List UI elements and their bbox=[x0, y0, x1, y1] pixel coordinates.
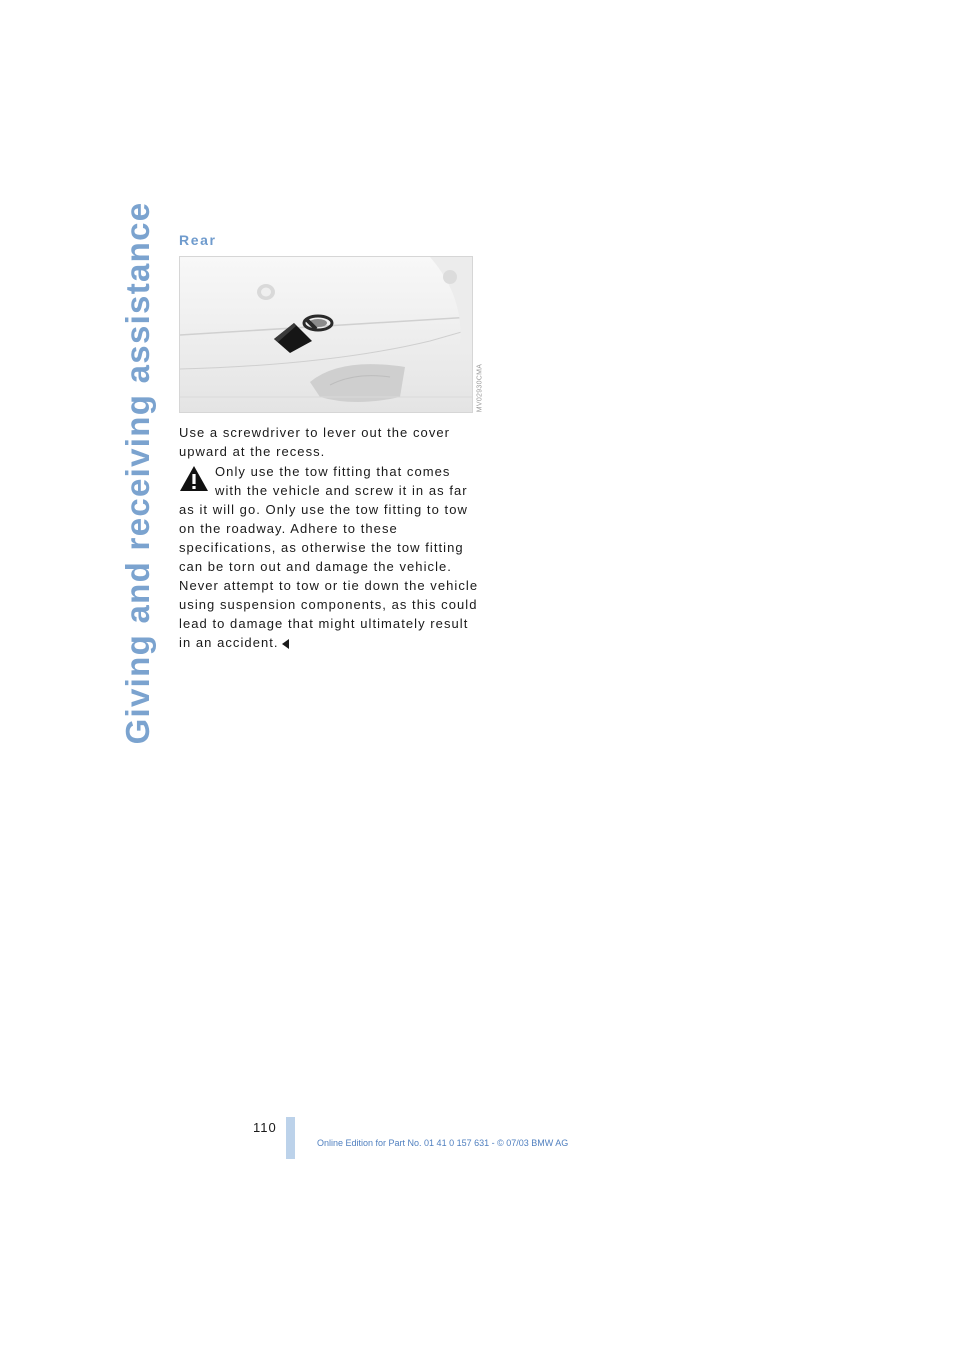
chapter-title-text: Giving and receiving assistance bbox=[119, 201, 156, 744]
end-of-note-icon bbox=[282, 639, 289, 649]
warning-text-continued: Never attempt to tow or tie down the vehicle using suspension components, as this could lead to damage that might ultimately result in an accident. bbox=[179, 578, 479, 650]
warning-block bbox=[179, 462, 479, 652]
edition-note: Online Edition for Part No. 01 41 0 157 631 - © 07/03 BMW AG bbox=[317, 1138, 569, 1148]
rear-tow-fitting-figure bbox=[179, 256, 473, 413]
warning-triangle-icon bbox=[179, 464, 209, 494]
section-heading: Rear bbox=[179, 232, 217, 248]
page-number: 110 bbox=[253, 1120, 277, 1135]
tow-fitting-illustration bbox=[180, 257, 472, 412]
page-marker-bar bbox=[286, 1117, 295, 1159]
chapter-side-title bbox=[118, 201, 158, 744]
warning-text: Only use the tow fitting that comes with the vehicle and screw it in as far as it will go. Only use the tow fitting to tow on the roadway. Adhere to these specifications, as otherwise the tow fitting can be torn out and damage the vehicle. bbox=[179, 464, 468, 574]
instruction-paragraph: Use a screwdriver to lever out the cover upward at the recess. bbox=[179, 425, 451, 459]
figure-code: MV02930CMA bbox=[476, 363, 484, 413]
